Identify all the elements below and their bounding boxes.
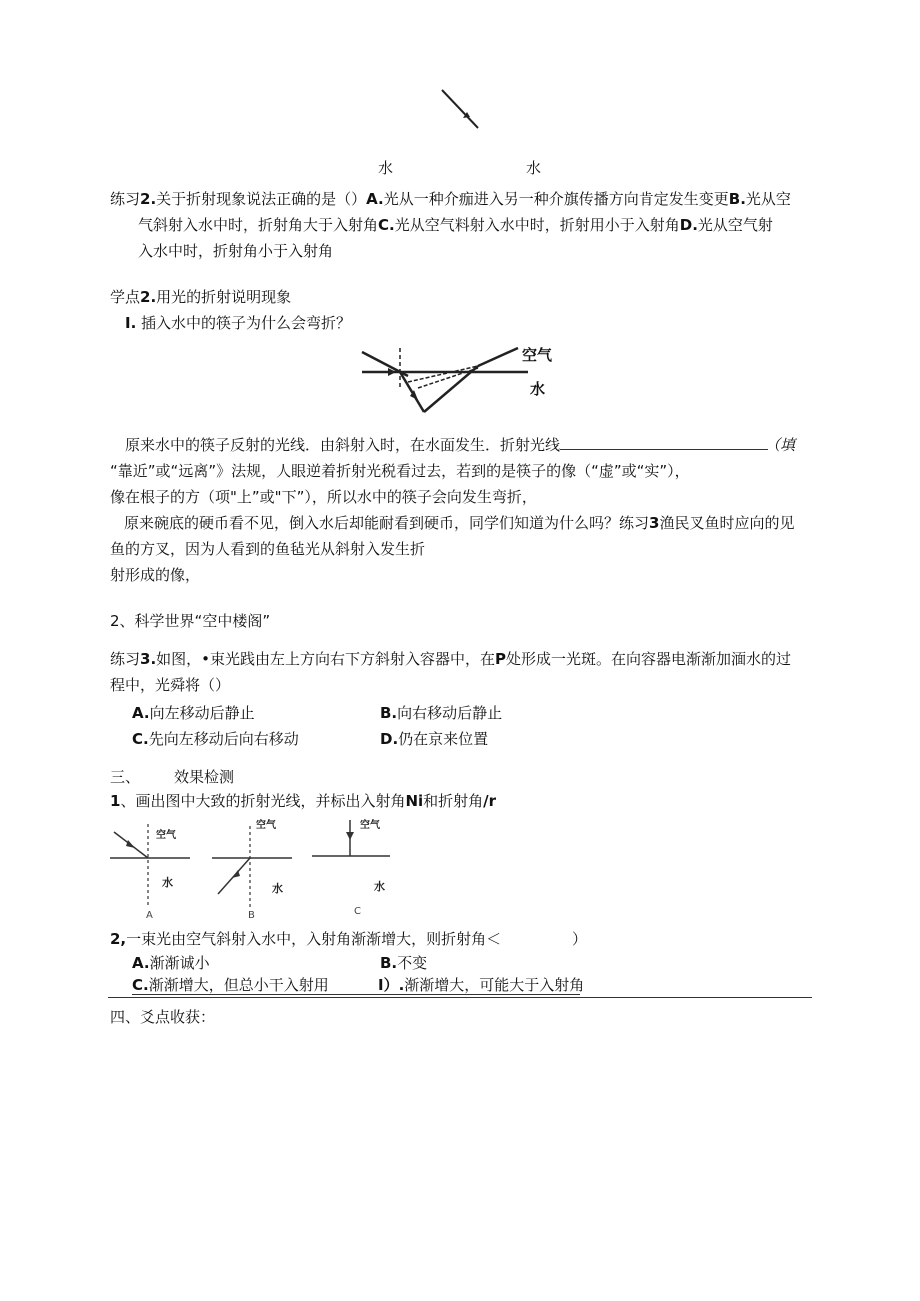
q2-option-d[interactable]: I）.渐渐增大，可能大于入射角 — [378, 976, 585, 994]
panel-b-air: 空气 — [256, 820, 276, 831]
top-ray-figure — [436, 86, 486, 132]
fill-hint: （填 — [765, 436, 796, 454]
section-4-title: 四、爻点收获： — [110, 1008, 216, 1026]
paragraph-1: 原来水中的筷子反射的光线．由斜射入时，在水面发生．折射光线 — [125, 432, 768, 458]
q2-option-a[interactable]: A.渐渐诚小 — [132, 954, 210, 972]
fig-air-label: 空气 — [522, 346, 553, 364]
section-3-question-2: 2,一束光由空气斜射入水中，入射角渐渐增大，则折射角＜ — [110, 930, 502, 948]
panel-a-label: A — [146, 910, 153, 921]
ex3-option-a[interactable]: A.向左移动后静止 — [132, 704, 255, 722]
panel-c-arrow — [346, 832, 354, 840]
section-3-title: 效果检测 — [174, 768, 235, 786]
exercise-3-line-2: 程中，光舜将（） — [110, 676, 231, 694]
water-label-left: 水 — [378, 159, 394, 177]
paragraph-5: 鱼的方叉，因为人看到的鱼毡光从斜射入发生折 — [110, 540, 426, 558]
underline-short — [132, 994, 580, 995]
ray-down — [400, 372, 424, 412]
exercise-2-line-3: 入水中时，折射角小于入射角 — [138, 242, 334, 260]
water-label-right: 水 — [526, 159, 542, 177]
panel-a-air: 空气 — [156, 830, 176, 841]
ray-out — [478, 348, 518, 366]
fig-water-label: 水 — [530, 380, 546, 398]
exercise-2-line-1: 练习2.关于折射现象说法正确的是（）A.光从一种介痂进入另一种介旗传播方向肯定发生变更B.光从空 — [110, 190, 791, 208]
paragraph-4: 原来碗底的硬币看不见，倒入水后却能耐看到硬币，同学们知道为什么吗？练习3渔民叉鱼时应向的见 — [124, 514, 795, 532]
q2-option-c[interactable]: C.渐渐增大，但总小干入射用 — [132, 976, 329, 994]
ex3-option-b[interactable]: B.向右移动后静止 — [380, 704, 503, 722]
q2-option-b[interactable]: B.不变 — [380, 954, 428, 972]
exercise-2-line-2: 气斜射入水中时，折射角大于入射角C.光从空气料射入水中时，折射用小于入射角D.光从空气射 — [138, 216, 773, 234]
panel-a-water: 水 — [162, 876, 173, 889]
panel-a-arrow — [126, 840, 135, 848]
ray-line — [442, 90, 478, 128]
panel-c-water: 水 — [374, 880, 385, 893]
divider-line — [108, 997, 812, 998]
panel-b-water: 水 — [272, 882, 283, 895]
paragraph-6: 射形成的像， — [110, 566, 201, 584]
point-2-question-1: I. 插入水中的筷子为什么会弯折？ — [125, 314, 352, 332]
panel-c-air: 空气 — [360, 820, 380, 831]
ex3-option-d[interactable]: D.仍在京来位置 — [380, 730, 489, 748]
refraction-exercise-figure — [108, 818, 392, 922]
panel-b-label: B — [248, 910, 255, 921]
science-world-title: 2、科学世界“空中楼阁” — [110, 612, 271, 630]
exercise-3-line-1: 练习3.如图，•束光践由左上方向右下方斜射入容器中，在P处形成一光斑。在向容器电渐渐加湎水的过 — [110, 650, 792, 668]
panel-c-label: C — [354, 906, 361, 917]
chopsticks-figure — [358, 342, 560, 418]
answer-blank[interactable] — [560, 435, 768, 450]
q2-close-paren: ） — [572, 930, 588, 948]
paragraph-2: “靠近”或“远离”》法规，人眼逆着折射光税看过去，若到的是筷子的像（“虚”或“实”）， — [110, 462, 690, 480]
section-3-question-1: 1、画出图中大致的折射光线，并标出入射角Ni和折射角/r — [110, 792, 497, 810]
paragraph-3: 像在根子的方（项"上”或"下”），所以水中的筷子会向发生弯折， — [110, 488, 537, 506]
ex3-option-c[interactable]: C.先向左移动后向右移动 — [132, 730, 299, 748]
section-3-number: 三、 — [110, 768, 141, 786]
point-2-title: 学点2.用光的折射说明现象 — [110, 288, 292, 306]
